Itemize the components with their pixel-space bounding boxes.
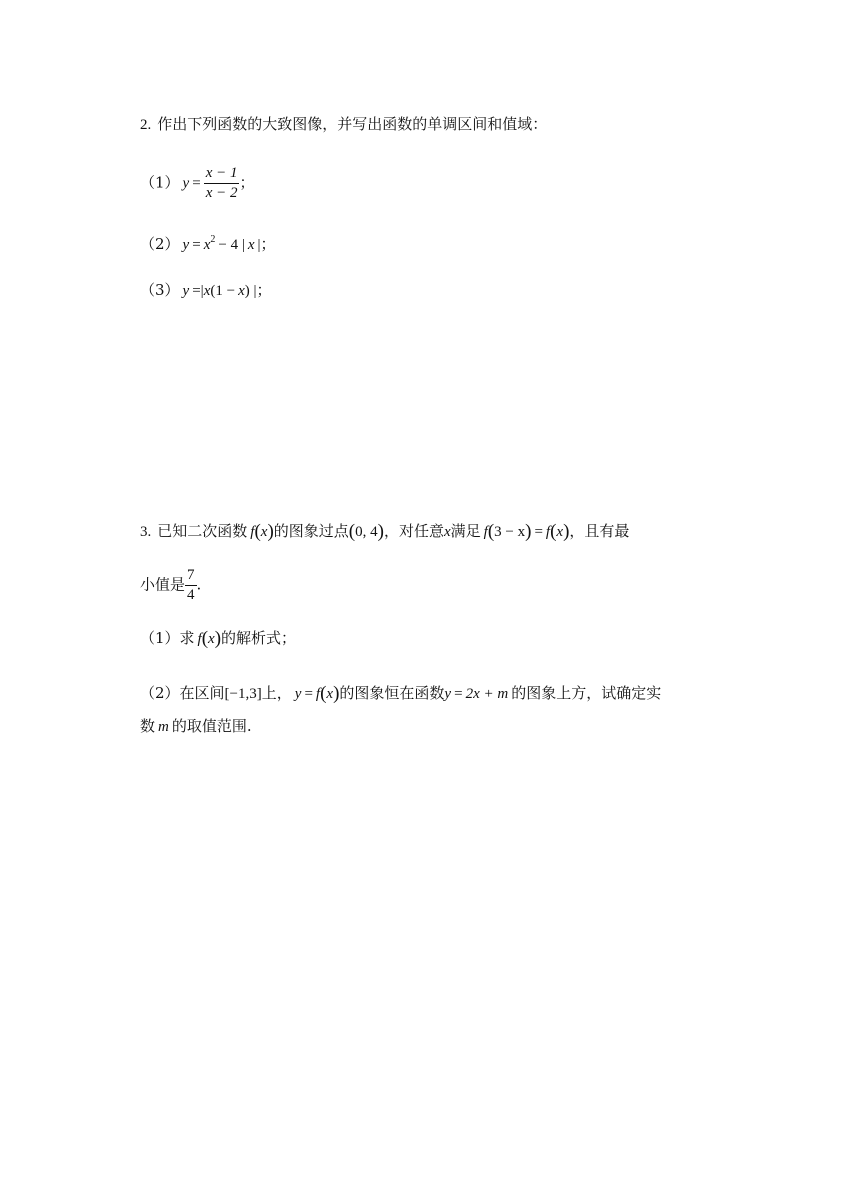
problem-2-stem (140, 114, 547, 135)
item-1-end: ； (239, 173, 255, 192)
problem-2-number: 2. (140, 117, 152, 133)
problem-3-item-2-m: m (158, 719, 169, 735)
problem-3-text-d: 满足 (450, 522, 481, 540)
problem-3-item-2-text-b: 的图象恒在函数 (339, 684, 445, 702)
item-1-fraction (204, 164, 240, 203)
problem-3-x: x (260, 524, 268, 540)
item-1-label: （1） (140, 173, 180, 192)
item-3-y: y (182, 283, 190, 299)
problem-3-item-2-text-c: 的图象上方，试确定实 (511, 684, 662, 702)
problem-3-item-2-line-eq: = (454, 686, 463, 702)
item-3-x: x (203, 283, 211, 299)
problem-3-stem-line-2 (140, 566, 201, 605)
problem-3-text-b: 的图象过点 (273, 522, 349, 540)
item-2-y: y (182, 237, 190, 253)
problem-2-item-1 (140, 164, 254, 203)
problem-3-f: f (250, 524, 255, 540)
problem-3-item-1-f: f (197, 631, 202, 647)
problem-3-item-2-interval: [−1,3] (224, 686, 262, 702)
item-1-numerator: x − 1 (204, 164, 240, 184)
problem-3-item-2-f: f (315, 686, 321, 702)
problem-3-item-2-line-expr: 2x + m (465, 686, 509, 702)
item-1-eq: = (192, 175, 201, 192)
item-3-close: ) | (244, 283, 257, 299)
item-2-exponent: 2 (210, 234, 216, 245)
item-3-x2: x (238, 283, 245, 299)
problem-3-item-2-y: y (294, 686, 302, 702)
problem-2-text: 作出下列函数的大致图像，并写出函数的单调区间和值域： (157, 115, 548, 133)
item-2-minus-four: − 4 | (218, 237, 245, 253)
problem-3-item-1-label: （1）求 (140, 629, 195, 647)
problem-3-item-1-text: 的解析式； (221, 629, 297, 647)
problem-3-item-2-text-d: 数 (140, 717, 156, 735)
problem-3-item-2-eq: = (304, 686, 313, 702)
problem-3-item-2-x: x (326, 686, 334, 702)
item-1-denominator: x − 2 (205, 185, 238, 201)
item-3-label: （3） (140, 281, 180, 299)
problem-3-text-e: ，且有最 (569, 522, 630, 540)
problem-3-text-f: 小值是 (140, 575, 186, 594)
item-1-y: y (182, 175, 190, 192)
problem-3-stem-line-1: 3. 已知二次函数 f(x)的图象过点(0, 4)，对任意x满足 f(3 − x) = f(x)，且有最 (140, 521, 630, 542)
item-2-abs-x: x (247, 237, 255, 253)
problem-3-item-2-text-e: 的取值范围. (171, 717, 252, 735)
item-3-paren-inner: (1 − (210, 283, 236, 299)
item-3-eq: =| (192, 283, 204, 299)
item-2-eq: = (192, 237, 201, 253)
problem-3-text-c: ，对任意 (383, 522, 444, 540)
problem-3-item-2-text-a: 上， (261, 684, 292, 702)
problem-3-item-2-line-2 (140, 716, 252, 737)
problem-3-item-2-line-y: y (444, 686, 452, 702)
problem-3-min-numerator: 7 (185, 566, 197, 586)
problem-2-item-2 (140, 230, 276, 255)
problem-3-item-1-x: x (208, 631, 215, 647)
problem-2-item-3 (140, 280, 272, 301)
problem-3-point: 0, 4 (355, 524, 378, 540)
item-2-close: | (257, 237, 261, 253)
problem-3-min-fraction (185, 566, 197, 605)
problem-3-item-2-line-1: （2）在区间[−1,3]上， y = f(x)的图象恒在函数y = 2x + m 的图象上方，试确定实 (140, 683, 662, 704)
problem-3-cond-f2: f (545, 524, 551, 540)
problem-3-eq: = (534, 524, 543, 540)
item-2-label: （2） (140, 235, 180, 253)
problem-3-cond-f: f (483, 524, 488, 540)
problem-3-text-g: . (196, 575, 202, 594)
problem-3-min-denominator: 4 (187, 587, 195, 603)
item-2-end: ； (260, 235, 276, 253)
problem-3-cond-x: x (556, 524, 564, 540)
item-2-x: x (203, 237, 211, 253)
problem-3-item-1: （1）求 f(x)的解析式； (140, 628, 297, 649)
problem-3-item-2-label: （2）在区间 (140, 684, 225, 702)
problem-3-text-a: 已知二次函数 (157, 522, 248, 540)
problem-3-cond-inner: 3 − x (494, 524, 526, 540)
problem-3-number: 3. (140, 524, 152, 540)
item-3-end: ； (256, 281, 272, 299)
problem-3-x-any: x (443, 524, 451, 540)
